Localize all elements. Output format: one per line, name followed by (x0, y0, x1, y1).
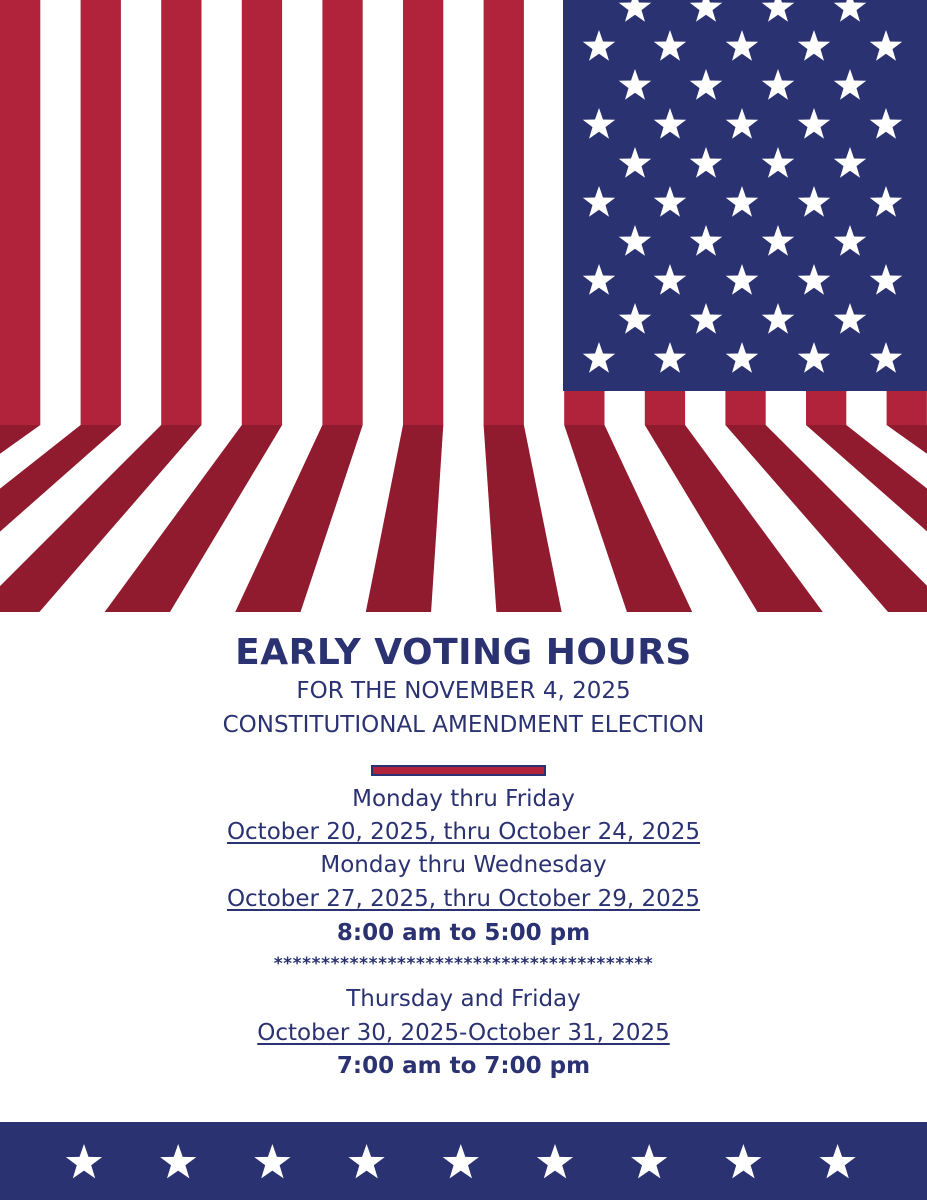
dates-range-2: October 27, 2025, thru October 29, 2025 (226, 886, 701, 912)
dates-range-3: October 30, 2025-October 31, 2025 (257, 1020, 670, 1046)
days-range-1: Monday thru Friday (352, 786, 575, 812)
hours-block-2: 7:00 am to 7:00 pm (336, 1053, 591, 1079)
divider-bar (371, 765, 546, 776)
flag-stripe (81, 0, 121, 425)
asterisk-separator: **************************************** (273, 954, 654, 974)
flag-stripe (403, 0, 443, 425)
flag-stripe (242, 0, 282, 425)
days-range-2: Monday thru Wednesday (320, 852, 607, 878)
page-title: EARLY VOTING HOURS (235, 632, 692, 673)
subtitle-line2: CONSTITUTIONAL AMENDMENT ELECTION (222, 712, 705, 738)
flag-stripe (484, 0, 524, 425)
flag-stripe (322, 0, 362, 425)
flag-stripe (0, 0, 40, 425)
hours-block-1: 8:00 am to 5:00 pm (336, 920, 591, 946)
footer-star-band (0, 1122, 927, 1200)
subtitle-line1: FOR THE NOVEMBER 4, 2025 (296, 678, 631, 704)
days-range-3: Thursday and Friday (346, 986, 581, 1012)
flag-stripe (161, 0, 201, 425)
dates-range-1: October 20, 2025, thru October 24, 2025 (226, 819, 701, 845)
